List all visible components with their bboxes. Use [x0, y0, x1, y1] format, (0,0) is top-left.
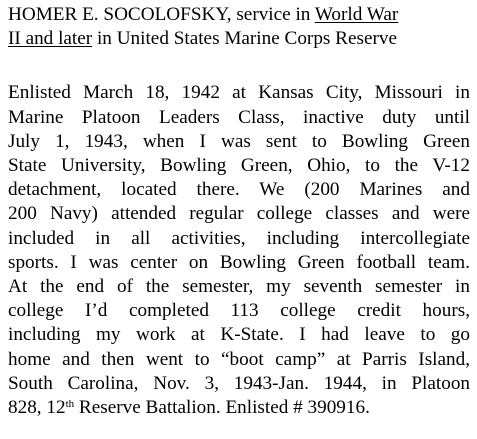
- ordinal-superscript: th: [65, 398, 75, 411]
- body-line: sports. I was center on Bowling Green football team.: [8, 251, 470, 273]
- heading-text-b: in United States Marine Corps Reserve: [92, 28, 397, 50]
- heading-line-1: [8, 3, 470, 27]
- body-line: 200 Navy) attended regular college classes and were: [8, 203, 470, 225]
- body-line: South Carolina, Nov. 3, 1943-Jan. 1944, in Platoon: [8, 372, 470, 394]
- last-line-start: 828, 12: [8, 397, 66, 419]
- body-line: State University, Bowling Green, Ohio, to the V-12: [8, 155, 470, 177]
- body-line: including my work at K-State. I had leave to go: [8, 324, 470, 346]
- body-line: detachment, located there. We (200 Marines and: [8, 179, 470, 201]
- heading-line-2: [8, 27, 470, 51]
- body-line: college I’d completed 113 college credit hours,: [8, 300, 470, 322]
- body-line: home and then went to “boot camp” at Parris Island,: [8, 348, 470, 370]
- heading-text-a: service in: [231, 4, 315, 25]
- last-line-end: Reserve Battalion. Enlisted # 390916.: [74, 397, 370, 419]
- document: [8, 0, 470, 420]
- body-line: included in all activities, including intercollegiate: [8, 227, 470, 249]
- body-line: At the end of the semester, my seventh semester in: [8, 276, 470, 298]
- body-paragraph: [8, 81, 470, 420]
- heading-underlined-war: World War: [314, 4, 399, 25]
- person-name: HOMER E. SOCOLOFSKY,: [8, 4, 232, 25]
- body-line: Enlisted March 18, 1942 at Kansas City, Missouri in: [8, 82, 470, 104]
- paragraph-gap: [8, 51, 470, 81]
- body-line: Marine Platoon Leaders Class, inactive duty until: [8, 106, 470, 128]
- body-line-last: [8, 396, 470, 420]
- heading-underlined-later: II and later: [8, 28, 93, 50]
- body-line: July 1, 1943, when I was sent to Bowling Green: [8, 130, 470, 152]
